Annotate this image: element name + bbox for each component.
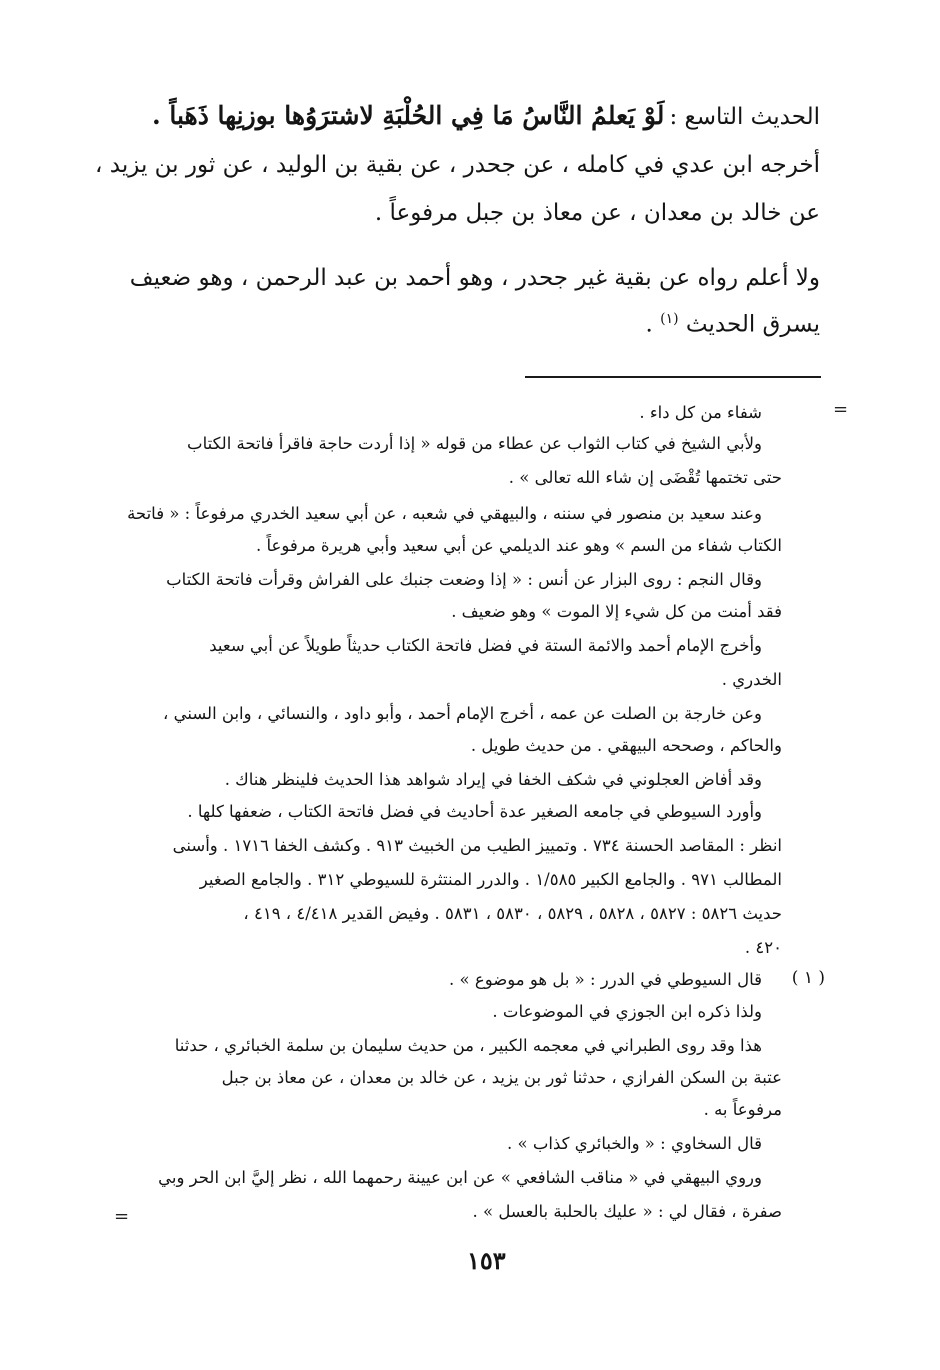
footnote-line: شفاء من كل داء . [639, 403, 762, 422]
main-line-4-text: يسرق الحديث [685, 311, 820, 338]
footnote-reference: (١) [660, 311, 679, 327]
footnote-line: وقد أفاض العجلوني في شكف الخفا في إيراد شواهد هذا الحديث فلينظر هناك . [224, 770, 762, 789]
footnote-line: المطالب ٩٧١ . والجامع الكبير ١/٥٨٥ . والدرر المنتثرة للسيوطي ٣١٢ . والجامع الصغير [199, 870, 782, 889]
main-line-1: أخرجه ابن عدي في كامله ، عن جحدر ، عن بقية بن الوليد ، عن ثور بن يزيد ، [95, 152, 820, 178]
main-end-period: . [645, 311, 653, 338]
continuation-mark-bottom: = [114, 1206, 130, 1227]
page-number: ١٥٣ [467, 1246, 506, 1275]
footnote-line: الكتاب شفاء من السم » وهو عند الديلمي عن أبي سعيد وأبي هريرة مرفوعاً . [255, 536, 782, 555]
footnote-line: قال السخاوي : « والخبائري كذاب » . [507, 1134, 762, 1153]
footnote-line: حديث ٥٨٢٦ : ٥٨٢٧ ، ٥٨٢٨ ، ٥٨٢٩ ، ٥٨٣٠ ، ٥٨٣١ . وفيض القدير ٤/٤١٨ ، ٤١٩ ، [243, 904, 782, 923]
footnote-line: عتبة بن السكن الفرازي ، حدثنا ثور بن يزيد ، عن خالد بن معدان ، عن معاذ بن جبل [221, 1068, 782, 1087]
footnote-line: ولذا ذكره ابن الجوزي في الموضوعات . [492, 1002, 762, 1021]
footnote-line: انظر : المقاصد الحسنة ٧٣٤ . وتمييز الطيب من الخبيث ٩١٣ . وكشف الخفا ١٧١٦ . وأسنى [172, 836, 782, 855]
footnote-line: وأخرج الإمام أحمد والائمة الستة في فضل فاتحة الكتاب حديثاً طويلاً عن أبي سعيد [209, 636, 762, 655]
footnote-line: ولأبي الشيخ في كتاب الثواب عن عطاء من قوله « إذا أردت حاجة فاقرأ فاتحة الكتاب [187, 434, 762, 453]
footnote-line: وقال النجم : روى البزار عن أنس : « إذا وضعت جنبك على الفراش وقرأت فاتحة الكتاب [166, 570, 762, 589]
footnote-line: ٤٢٠ . [744, 938, 782, 957]
footnote-1-marker: ( ١ ) [791, 968, 825, 988]
hadith-title [152, 103, 820, 129]
footnote-line: وأورد السيوطي في جامعه الصغير عدة أحاديث في فضل فاتحة الكتاب ، ضعفها كلها . [187, 802, 762, 821]
footnote-line: وعند سعيد بن منصور في سننه ، والبيهقي في شعبه ، عن أبي سعيد الخدري مرفوعاً : « فاتحة [127, 504, 762, 523]
footnote-line: مرفوعاً به . [703, 1100, 782, 1119]
main-line-3: ولا أعلم رواه عن بقية غير جحدر ، وهو أحمد بن عبد الرحمن ، وهو ضعيف [129, 265, 820, 291]
main-line-2: عن خالد بن معدان ، عن معاذ بن جبل مرفوعاً . [374, 200, 820, 226]
hadith-number-label: الحديث التاسع : [669, 104, 820, 130]
footnote-line: وروي البيهقي في « مناقب الشافعي » عن ابن عيينة رحمهما الله ، نظر إليَّ ابن الحر وبي [158, 1168, 762, 1187]
footnote-line: الخدري . [721, 670, 782, 689]
footnote-line: حتى تختمها تُقْضَى إن شاء الله تعالى » . [508, 468, 782, 487]
footnote-line: وعن خارجة بن الصلت عن عمه ، أخرج الإمام أحمد ، وأبو داود ، والنسائي ، وابن السني ، [163, 704, 762, 723]
hadith-text: لَوْ يَعلمُ النَّاسُ مَا فِي الحُلْبَةِ لاشترَوُها بوزنِها ذَهَباً . [151, 101, 665, 130]
footnote-line: فقد أمنت من كل شيء إلا الموت » وهو ضعيف . [451, 602, 782, 621]
footnote-line: والحاكم ، وصححه البيهقي . من حديث طويل . [470, 736, 782, 755]
footnote-line: هذا وقد روى الطبراني في معجمه الكبير ، من حديث سليمان بن سلمة الخبائري ، حدثنا [174, 1036, 762, 1055]
main-line-4 [646, 312, 820, 337]
footnote-line: صفرة ، فقال لي : « عليك بالحلبة بالعسل » . [472, 1202, 782, 1221]
continuation-mark-top: = [833, 399, 849, 420]
footnote-line: قال السيوطي في الدرر : « بل هو موضوع » . [449, 970, 762, 989]
footnote-separator [525, 376, 821, 378]
